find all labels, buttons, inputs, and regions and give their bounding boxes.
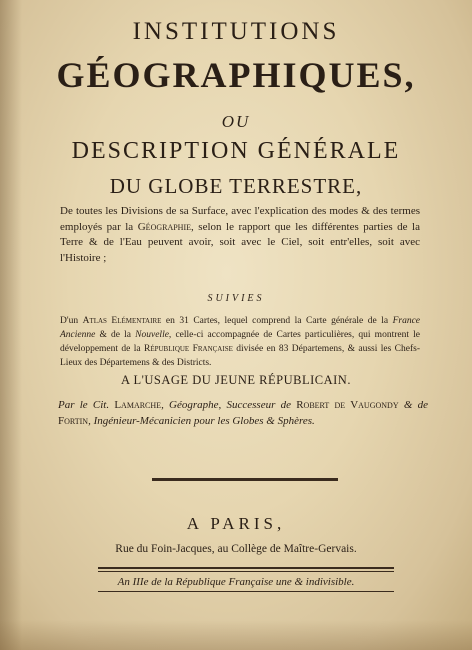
- atlas-text-2: en 31 Cartes, lequel comprend la Carte générale de la: [161, 316, 393, 326]
- author-vaugondy: Robert de Vaugondy: [296, 399, 399, 411]
- imprint-address: Rue du Foin-Jacques, au Collège de Maître-Gervais.: [115, 543, 357, 555]
- imprint-date: An IIIe de la République Française une & indivisible.: [117, 576, 355, 588]
- ornamental-rule: [152, 478, 338, 481]
- page-bottom-shadow: [0, 620, 472, 650]
- atlas-text-3: & de la: [95, 330, 136, 340]
- imprint-rule-top: [98, 567, 394, 569]
- author-text-2: , Géographe, Successeur de: [161, 399, 297, 411]
- atlas-paragraph: [60, 314, 420, 370]
- intro-text-1: De toutes les Divisions de sa Surface, avec l'explication des modes & des termes employés par la: [60, 205, 420, 233]
- title-geographiques: GÉOGRAPHIQUES,: [56, 55, 416, 95]
- author-text-1: Par le Cit.: [58, 399, 115, 411]
- atlas-france-ancienne: France Ancienne: [60, 316, 420, 340]
- intro-geographie: Géographie: [137, 220, 192, 233]
- atlas-text-1: D'un: [60, 316, 83, 326]
- intro-text-2: , selon le rapport que les différentes parties de la Terre & de l'Eau peuvent avoir, soit avec le Ciel, soit entr'elles, soit avec l'Histoire ;: [60, 220, 420, 264]
- intro-paragraph: [60, 204, 420, 266]
- title-globe-terrestre: DU GLOBE TERRESTRE,: [109, 174, 363, 198]
- atlas-text-5: divisée en 83 Départemens, & aussi les Chefs-Lieux des Départemens & des Districts.: [60, 344, 421, 368]
- author-lamarche: Lamarche: [114, 399, 162, 411]
- author-fortin: Fortin: [58, 414, 89, 427]
- title-description-generale: DESCRIPTION GÉNÉRALE: [71, 138, 401, 164]
- atlas-text-4: , celle-ci accompagnée de Cartes particulières, qui montrent le développement de la: [60, 330, 420, 354]
- imprint-city: A PARIS,: [186, 514, 286, 533]
- author-paragraph: [58, 398, 428, 429]
- usage-line: A L'USAGE DU JEUNE RÉPUBLICAIN.: [121, 373, 351, 387]
- atlas-nouvelle: Nouvelle: [135, 330, 169, 340]
- atlas-republique: République Française: [143, 344, 233, 354]
- suivies-heading: SUIVIES: [207, 293, 265, 304]
- title-ou: OU: [221, 112, 251, 131]
- title-institutions: INSTITUTIONS: [132, 18, 340, 45]
- imprint-rule-bottom: [98, 591, 394, 592]
- author-text-4: , Ingénieur-Mécanicien pour les Globes & Sphères.: [88, 414, 315, 427]
- author-text-3: & de: [398, 399, 428, 411]
- atlas-label: Atlas Elémentaire: [82, 316, 162, 326]
- imprint-rule-top-thin: [98, 571, 394, 572]
